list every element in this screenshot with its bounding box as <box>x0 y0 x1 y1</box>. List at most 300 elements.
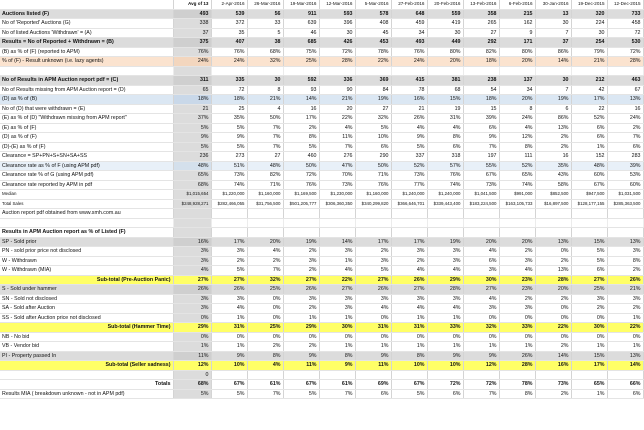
value-cell[interactable]: 5% <box>571 256 607 266</box>
value-cell[interactable]: 2% <box>607 123 643 133</box>
row-label-cell[interactable]: Clearance rate reported by APM in pdf <box>0 180 173 190</box>
value-cell[interactable]: 381 <box>427 76 463 86</box>
value-cell[interactable]: 78 <box>391 85 427 95</box>
value-cell[interactable]: 86% <box>535 47 571 57</box>
value-cell[interactable]: 13% <box>535 237 571 247</box>
average-cell[interactable]: 3% <box>173 294 211 304</box>
value-cell[interactable]: 3% <box>427 247 463 257</box>
value-cell[interactable]: 6% <box>463 256 499 266</box>
value-cell[interactable]: 7 <box>535 85 571 95</box>
value-cell[interactable]: 3% <box>463 304 499 314</box>
value-cell[interactable]: 50% <box>355 161 391 171</box>
value-cell[interactable]: 31% <box>427 114 463 124</box>
header-date-cell[interactable]: 26-Mar-2016 <box>247 0 283 9</box>
value-cell[interactable]: 7% <box>247 133 283 143</box>
value-cell[interactable]: $1,240,000 <box>427 190 463 200</box>
value-cell[interactable]: 9% <box>283 351 319 361</box>
value-cell[interactable]: 28% <box>535 275 571 285</box>
value-cell[interactable]: 5% <box>391 389 427 399</box>
value-cell[interactable]: 23% <box>499 285 535 295</box>
value-cell[interactable]: 493 <box>391 38 427 48</box>
value-cell[interactable]: 5% <box>391 142 427 152</box>
value-cell[interactable]: 530 <box>607 38 643 48</box>
value-cell[interactable]: 0% <box>247 332 283 342</box>
value-cell[interactable] <box>391 370 427 380</box>
value-cell[interactable] <box>535 218 571 228</box>
value-cell[interactable]: $128,177,155 <box>571 199 607 209</box>
average-cell[interactable]: 65 <box>173 85 211 95</box>
value-cell[interactable]: 4% <box>499 123 535 133</box>
value-cell[interactable]: 84 <box>355 85 391 95</box>
value-cell[interactable]: 3% <box>319 247 355 257</box>
value-cell[interactable]: 2% <box>535 256 571 266</box>
value-cell[interactable]: 2% <box>283 123 319 133</box>
row-label-cell[interactable]: Auction report pdf obtained from www.smh.com.au <box>0 209 173 219</box>
value-cell[interactable]: 2% <box>535 294 571 304</box>
header-date-cell[interactable]: 5-Mar-2016 <box>355 0 391 9</box>
value-cell[interactable]: 30 <box>535 76 571 86</box>
value-cell[interactable]: 15 <box>463 104 499 114</box>
value-cell[interactable] <box>607 209 643 219</box>
row-label-cell[interactable]: Median <box>0 190 173 200</box>
value-cell[interactable]: 21% <box>319 95 355 105</box>
header-average-cell[interactable]: Avg of 13 <box>173 0 211 9</box>
value-cell[interactable]: 29% <box>427 275 463 285</box>
value-cell[interactable]: 14% <box>283 95 319 105</box>
value-cell[interactable] <box>211 209 247 219</box>
value-cell[interactable]: 34 <box>499 85 535 95</box>
value-cell[interactable]: 4% <box>391 123 427 133</box>
value-cell[interactable]: 67 <box>607 85 643 95</box>
value-cell[interactable]: 0% <box>247 313 283 323</box>
row-label-cell[interactable]: Total Sales <box>0 199 173 209</box>
value-cell[interactable]: 20% <box>499 95 535 105</box>
value-cell[interactable]: 3% <box>391 294 427 304</box>
value-cell[interactable] <box>535 370 571 380</box>
value-cell[interactable]: 0% <box>499 313 535 323</box>
value-cell[interactable]: 162 <box>499 19 535 29</box>
value-cell[interactable]: 593 <box>319 9 355 19</box>
value-cell[interactable]: 14% <box>319 237 355 247</box>
value-cell[interactable]: 22% <box>355 57 391 67</box>
row-label-cell[interactable]: Results MIA ( breakdown unknown - not in APM pdf) <box>0 389 173 399</box>
row-label-cell[interactable] <box>0 66 173 76</box>
value-cell[interactable]: 224 <box>571 19 607 29</box>
value-cell[interactable]: 30 <box>427 28 463 38</box>
value-cell[interactable]: 6% <box>355 142 391 152</box>
value-cell[interactable]: 7% <box>247 142 283 152</box>
value-cell[interactable]: 67% <box>391 380 427 390</box>
value-cell[interactable] <box>355 209 391 219</box>
average-cell[interactable]: 338 <box>173 19 211 29</box>
value-cell[interactable] <box>247 228 283 238</box>
value-cell[interactable] <box>247 370 283 380</box>
value-cell[interactable]: 2% <box>499 294 535 304</box>
row-label-cell[interactable]: PI - Property passed In <box>0 351 173 361</box>
row-label-cell[interactable]: No of listed Auctions 'Withdrawn' = (A) <box>0 28 173 38</box>
value-cell[interactable]: 60% <box>571 171 607 181</box>
value-cell[interactable]: 27 <box>247 152 283 162</box>
value-cell[interactable]: 6% <box>571 266 607 276</box>
value-cell[interactable]: 80% <box>499 47 535 57</box>
value-cell[interactable] <box>535 66 571 76</box>
value-cell[interactable]: 3% <box>391 247 427 257</box>
average-cell[interactable]: 5% <box>173 389 211 399</box>
average-cell[interactable]: 65% <box>173 171 211 181</box>
value-cell[interactable] <box>535 209 571 219</box>
value-cell[interactable]: 5% <box>211 266 247 276</box>
value-cell[interactable]: 2% <box>535 389 571 399</box>
value-cell[interactable]: 0% <box>283 332 319 342</box>
value-cell[interactable]: $1,160,000 <box>355 190 391 200</box>
value-cell[interactable]: $163,105,733 <box>499 199 535 209</box>
value-cell[interactable] <box>247 66 283 76</box>
value-cell[interactable]: 69% <box>355 380 391 390</box>
value-cell[interactable]: 20 <box>319 104 355 114</box>
value-cell[interactable]: 18% <box>211 95 247 105</box>
value-cell[interactable]: 648 <box>391 9 427 19</box>
value-cell[interactable]: 30 <box>247 76 283 86</box>
value-cell[interactable]: 20% <box>463 237 499 247</box>
value-cell[interactable]: 8 <box>247 85 283 95</box>
value-cell[interactable]: 9% <box>319 361 355 371</box>
row-label-cell[interactable]: Sub-total (Pre-Auction Panic) <box>0 275 173 285</box>
value-cell[interactable]: 0% <box>355 313 391 323</box>
value-cell[interactable]: 460 <box>283 152 319 162</box>
value-cell[interactable]: 407 <box>211 38 247 48</box>
value-cell[interactable] <box>607 370 643 380</box>
value-cell[interactable]: 19 <box>427 104 463 114</box>
value-cell[interactable]: 7% <box>319 142 355 152</box>
value-cell[interactable]: 2% <box>607 266 643 276</box>
value-cell[interactable] <box>427 218 463 228</box>
value-cell[interactable]: 17% <box>211 237 247 247</box>
value-cell[interactable]: 27 <box>463 28 499 38</box>
value-cell[interactable]: 13% <box>607 351 643 361</box>
value-cell[interactable]: 1% <box>427 342 463 352</box>
value-cell[interactable]: 0% <box>247 304 283 314</box>
value-cell[interactable]: 0% <box>535 332 571 342</box>
value-cell[interactable] <box>319 228 355 238</box>
value-cell[interactable] <box>355 228 391 238</box>
value-cell[interactable]: 8% <box>499 142 535 152</box>
row-label-cell[interactable]: (E) as % of (D) "Withdrawn missing from APM report" <box>0 114 173 124</box>
average-cell[interactable]: 68% <box>173 380 211 390</box>
value-cell[interactable]: 396 <box>319 19 355 29</box>
row-label-cell[interactable]: (B) as % of (F) (reported to APM) <box>0 47 173 57</box>
value-cell[interactable]: 61% <box>247 380 283 390</box>
value-cell[interactable]: 1% <box>391 342 427 352</box>
value-cell[interactable]: 10% <box>427 361 463 371</box>
value-cell[interactable]: 25% <box>571 285 607 295</box>
row-label-cell[interactable]: Results = No of Reported + Withdrawn = (B) <box>0 38 173 48</box>
value-cell[interactable]: 65% <box>499 171 535 181</box>
value-cell[interactable]: 16 <box>283 104 319 114</box>
value-cell[interactable]: 4% <box>499 266 535 276</box>
value-cell[interactable]: 7% <box>247 123 283 133</box>
row-label-cell[interactable]: Results in APM Auction report as % of Listed (F) <box>0 228 173 238</box>
average-cell[interactable]: 0 <box>173 370 211 380</box>
value-cell[interactable]: 4% <box>427 123 463 133</box>
value-cell[interactable] <box>283 66 319 76</box>
value-cell[interactable]: 0% <box>247 294 283 304</box>
header-date-cell[interactable]: 12-Mar-2016 <box>319 0 355 9</box>
row-label-cell[interactable]: SP - Sold prior <box>0 237 173 247</box>
row-label-cell[interactable] <box>0 218 173 228</box>
value-cell[interactable]: 4 <box>247 104 283 114</box>
value-cell[interactable]: 7% <box>247 266 283 276</box>
value-cell[interactable]: 37 <box>535 38 571 48</box>
value-cell[interactable] <box>355 370 391 380</box>
average-cell[interactable]: 37 <box>173 28 211 38</box>
average-cell[interactable] <box>173 218 211 228</box>
value-cell[interactable]: 4% <box>319 266 355 276</box>
value-cell[interactable]: 337 <box>391 152 427 162</box>
value-cell[interactable]: 18% <box>463 57 499 67</box>
value-cell[interactable]: 639 <box>283 19 319 29</box>
value-cell[interactable]: 74% <box>211 180 247 190</box>
value-cell[interactable]: 28% <box>427 285 463 295</box>
value-cell[interactable]: 66% <box>607 380 643 390</box>
value-cell[interactable]: 39% <box>463 114 499 124</box>
value-cell[interactable]: 6% <box>607 389 643 399</box>
average-cell[interactable]: 68% <box>173 180 211 190</box>
value-cell[interactable]: 0% <box>535 304 571 314</box>
value-cell[interactable]: 3% <box>499 256 535 266</box>
value-cell[interactable] <box>571 209 607 219</box>
value-cell[interactable]: 5% <box>355 266 391 276</box>
value-cell[interactable]: 4% <box>211 304 247 314</box>
value-cell[interactable]: 212 <box>571 76 607 86</box>
value-cell[interactable]: 26% <box>283 285 319 295</box>
value-cell[interactable]: 24% <box>211 57 247 67</box>
value-cell[interactable]: 3% <box>463 266 499 276</box>
value-cell[interactable]: 9% <box>391 133 427 143</box>
value-cell[interactable]: 78% <box>499 380 535 390</box>
value-cell[interactable] <box>211 66 247 76</box>
value-cell[interactable] <box>283 228 319 238</box>
value-cell[interactable]: 71% <box>355 171 391 181</box>
value-cell[interactable]: 4% <box>463 247 499 257</box>
row-label-cell[interactable]: (D) as % of (F) <box>0 133 173 143</box>
value-cell[interactable]: 3% <box>283 256 319 266</box>
value-cell[interactable]: 30 <box>571 28 607 38</box>
value-cell[interactable]: 67% <box>463 171 499 181</box>
value-cell[interactable]: 7% <box>247 389 283 399</box>
average-cell[interactable]: 236 <box>173 152 211 162</box>
value-cell[interactable] <box>463 66 499 76</box>
average-cell[interactable]: 4% <box>173 266 211 276</box>
value-cell[interactable]: 3% <box>211 294 247 304</box>
value-cell[interactable]: 2% <box>499 247 535 257</box>
value-cell[interactable]: 82% <box>247 171 283 181</box>
value-cell[interactable]: 19% <box>535 95 571 105</box>
value-cell[interactable]: 3% <box>355 294 391 304</box>
value-cell[interactable]: 0% <box>463 313 499 323</box>
value-cell[interactable]: 1% <box>571 342 607 352</box>
value-cell[interactable] <box>427 66 463 76</box>
value-cell[interactable] <box>355 66 391 76</box>
value-cell[interactable] <box>571 218 607 228</box>
row-label-cell[interactable]: % of (F) - Result unknown (i.e. lazy agents) <box>0 57 173 67</box>
value-cell[interactable]: 2% <box>535 133 571 143</box>
value-cell[interactable]: 27% <box>463 285 499 295</box>
value-cell[interactable]: 5% <box>211 389 247 399</box>
value-cell[interactable]: 86% <box>535 114 571 124</box>
value-cell[interactable]: $991,000 <box>499 190 535 200</box>
value-cell[interactable]: 20% <box>427 57 463 67</box>
value-cell[interactable]: 68 <box>427 85 463 95</box>
value-cell[interactable]: 16% <box>535 361 571 371</box>
value-cell[interactable]: 7 <box>535 28 571 38</box>
value-cell[interactable]: 4% <box>463 294 499 304</box>
value-cell[interactable]: 32% <box>355 114 391 124</box>
value-cell[interactable]: 45 <box>355 28 391 38</box>
value-cell[interactable]: 76% <box>391 47 427 57</box>
value-cell[interactable]: 57% <box>427 161 463 171</box>
value-cell[interactable]: 3% <box>355 256 391 266</box>
average-cell[interactable]: 18% <box>173 95 211 105</box>
value-cell[interactable]: 72% <box>463 380 499 390</box>
value-cell[interactable]: 2% <box>283 247 319 257</box>
value-cell[interactable]: $1,031,500 <box>607 190 643 200</box>
row-label-cell[interactable]: W - Withdrawn <box>0 256 173 266</box>
value-cell[interactable] <box>391 66 427 76</box>
value-cell[interactable]: 46 <box>283 28 319 38</box>
value-cell[interactable]: 68% <box>247 47 283 57</box>
row-label-cell[interactable]: PN - sold prior price not disclosed <box>0 247 173 257</box>
value-cell[interactable]: 35% <box>535 161 571 171</box>
value-cell[interactable]: 5% <box>355 123 391 133</box>
value-cell[interactable]: $1,169,500 <box>283 190 319 200</box>
value-cell[interactable]: 20% <box>247 237 283 247</box>
value-cell[interactable]: 12% <box>499 133 535 143</box>
value-cell[interactable]: 50% <box>283 161 319 171</box>
value-cell[interactable]: 67% <box>283 380 319 390</box>
header-date-cell[interactable]: 20-Feb-2016 <box>427 0 463 9</box>
value-cell[interactable]: 27% <box>391 285 427 295</box>
value-cell[interactable]: 0% <box>571 332 607 342</box>
value-cell[interactable]: 19% <box>355 95 391 105</box>
value-cell[interactable]: 26% <box>391 275 427 285</box>
value-cell[interactable] <box>535 228 571 238</box>
average-cell[interactable]: 29% <box>173 323 211 333</box>
row-label-cell[interactable]: Auctions listed (F) <box>0 9 173 19</box>
value-cell[interactable]: 15% <box>571 351 607 361</box>
value-cell[interactable] <box>211 228 247 238</box>
value-cell[interactable]: 72% <box>319 47 355 57</box>
row-label-cell[interactable]: (D)-(E) as % of (F) <box>0 142 173 152</box>
value-cell[interactable]: 74% <box>499 180 535 190</box>
value-cell[interactable]: 18% <box>463 95 499 105</box>
value-cell[interactable]: $1,041,500 <box>463 190 499 200</box>
value-cell[interactable]: 0% <box>391 332 427 342</box>
value-cell[interactable]: 30% <box>319 323 355 333</box>
value-cell[interactable] <box>499 209 535 219</box>
value-cell[interactable]: 38 <box>247 38 283 48</box>
value-cell[interactable]: 152 <box>571 152 607 162</box>
value-cell[interactable]: 238 <box>463 76 499 86</box>
header-date-cell[interactable]: 19-Mar-2016 <box>283 0 319 9</box>
value-cell[interactable]: 2% <box>247 256 283 266</box>
value-cell[interactable]: 51% <box>211 161 247 171</box>
value-cell[interactable]: 0% <box>571 313 607 323</box>
value-cell[interactable]: 7% <box>463 142 499 152</box>
value-cell[interactable]: 2% <box>211 256 247 266</box>
value-cell[interactable] <box>355 218 391 228</box>
value-cell[interactable]: 265 <box>463 19 499 29</box>
value-cell[interactable]: 35 <box>211 28 247 38</box>
value-cell[interactable] <box>607 228 643 238</box>
value-cell[interactable]: 6% <box>571 133 607 143</box>
average-cell[interactable] <box>173 228 211 238</box>
value-cell[interactable]: 5% <box>211 123 247 133</box>
value-cell[interactable]: 3% <box>319 304 355 314</box>
average-cell[interactable]: 76% <box>173 47 211 57</box>
value-cell[interactable]: $16,897,500 <box>535 199 571 209</box>
value-cell[interactable]: 50% <box>247 114 283 124</box>
value-cell[interactable]: 137 <box>499 76 535 86</box>
value-cell[interactable]: 73% <box>391 171 427 181</box>
row-label-cell[interactable]: SS - Sold after Auction price not disclosed <box>0 313 173 323</box>
value-cell[interactable]: 10% <box>211 361 247 371</box>
value-cell[interactable]: 74% <box>427 180 463 190</box>
value-cell[interactable]: 24% <box>499 114 535 124</box>
value-cell[interactable]: 0% <box>499 332 535 342</box>
value-cell[interactable]: 111 <box>499 152 535 162</box>
row-label-cell[interactable]: Clearance = SP+PN+S+SN+SA+SS <box>0 152 173 162</box>
value-cell[interactable]: 5% <box>283 142 319 152</box>
average-cell[interactable] <box>173 209 211 219</box>
value-cell[interactable]: 17% <box>283 114 319 124</box>
value-cell[interactable]: 0% <box>535 313 571 323</box>
value-cell[interactable]: 72% <box>283 171 319 181</box>
value-cell[interactable]: 2% <box>283 342 319 352</box>
value-cell[interactable]: 23% <box>499 275 535 285</box>
header-date-cell[interactable]: 2-Apr-2016 <box>211 0 247 9</box>
value-cell[interactable]: 21% <box>607 285 643 295</box>
value-cell[interactable]: 67% <box>571 180 607 190</box>
value-cell[interactable]: 27% <box>571 275 607 285</box>
value-cell[interactable]: 22% <box>535 323 571 333</box>
value-cell[interactable]: 11% <box>355 361 391 371</box>
value-cell[interactable]: 4% <box>355 304 391 314</box>
value-cell[interactable]: 27% <box>211 275 247 285</box>
value-cell[interactable]: 17% <box>571 361 607 371</box>
value-cell[interactable]: 72% <box>607 47 643 57</box>
value-cell[interactable]: 9% <box>427 351 463 361</box>
value-cell[interactable]: 33 <box>247 19 283 29</box>
value-cell[interactable]: 415 <box>391 76 427 86</box>
value-cell[interactable]: 13% <box>535 266 571 276</box>
row-label-cell[interactable]: Clearance rate % of G (using APM pdf) <box>0 171 173 181</box>
value-cell[interactable]: 28% <box>319 57 355 67</box>
value-cell[interactable]: 318 <box>427 152 463 162</box>
average-cell[interactable]: 0% <box>173 332 211 342</box>
value-cell[interactable]: 26% <box>355 285 391 295</box>
value-cell[interactable]: 60% <box>607 180 643 190</box>
value-cell[interactable] <box>319 209 355 219</box>
value-cell[interactable] <box>571 228 607 238</box>
header-corner-cell[interactable] <box>0 0 173 9</box>
value-cell[interactable] <box>283 370 319 380</box>
value-cell[interactable]: 5 <box>247 28 283 38</box>
value-cell[interactable]: 6% <box>355 389 391 399</box>
value-cell[interactable]: 17% <box>355 237 391 247</box>
average-cell[interactable]: 24% <box>173 57 211 67</box>
value-cell[interactable]: 61% <box>319 380 355 390</box>
value-cell[interactable] <box>391 218 427 228</box>
